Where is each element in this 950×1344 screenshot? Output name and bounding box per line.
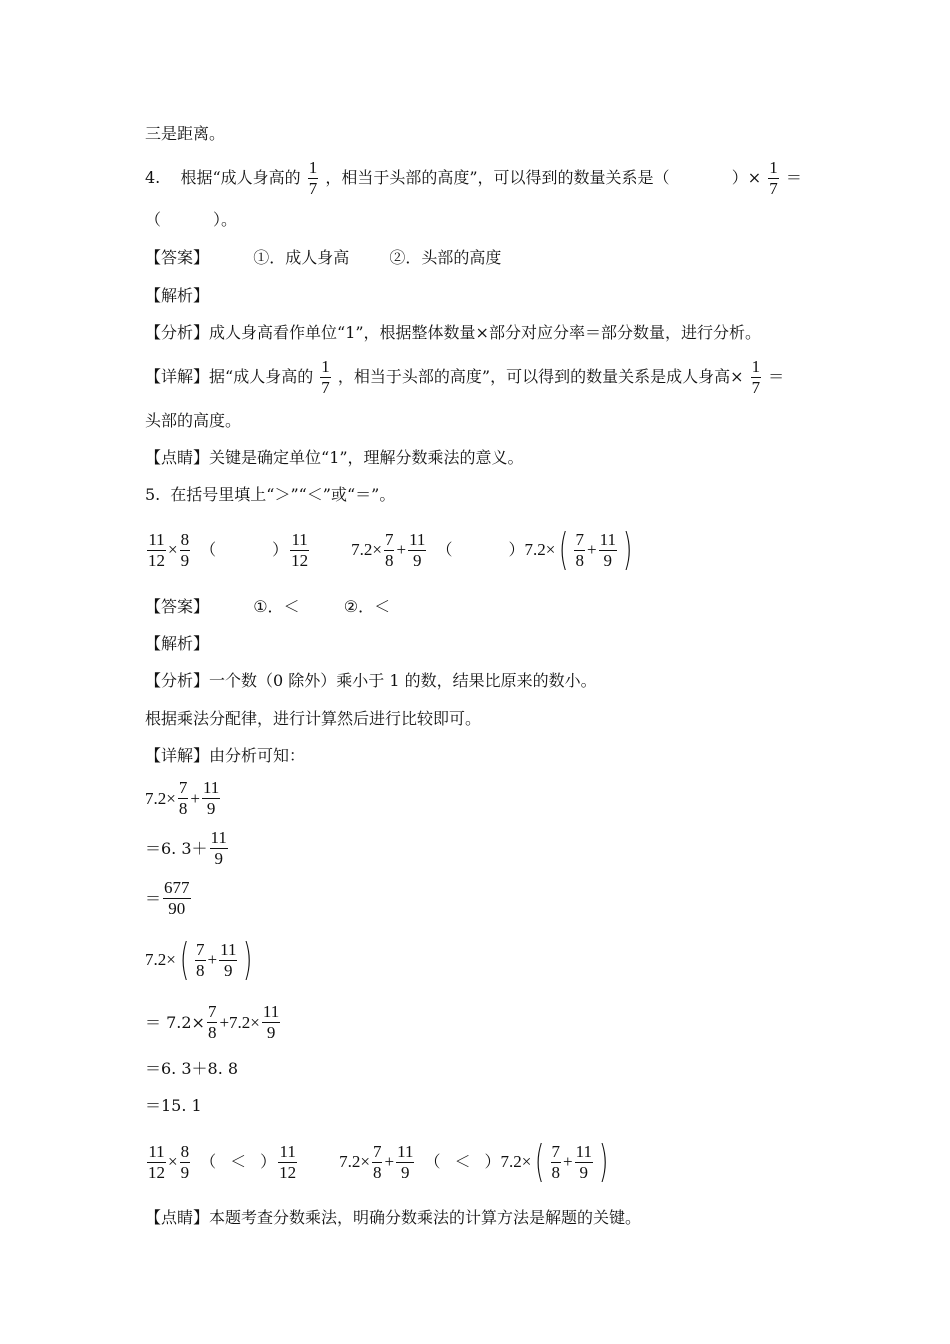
fraction: $\frac{11}{9}$: [397, 1141, 414, 1182]
question-text: 在括号里填上“＞”“＜”或“＝”。: [170, 485, 396, 504]
parenthesized-expression: ( $\frac{7}{8}$ + $\frac{11}{9}$ ): [179, 934, 253, 985]
fraction: $\frac{8}{9}$: [180, 1141, 190, 1182]
fraction: $\frac{1}{7}$: [308, 158, 318, 198]
answer-1: ①．＜: [253, 597, 300, 616]
calc-step-3: ＝ $\frac{677}{90}$: [145, 878, 190, 918]
label-answer: 【答案】: [145, 597, 210, 616]
label-analysis: 【分析】: [145, 323, 210, 342]
label-detail: 【详解】: [145, 746, 210, 765]
remark-line: [145, 448, 524, 468]
calc-step-1: 7.2× $\frac{7}{8}$ + $\frac{11}{9}$: [145, 778, 220, 818]
analysis-line: [145, 671, 597, 691]
detail-line: 【详解】据“成人身高的 $\frac{1}{7}$ ，相当于头部的高度”，可以得到的数量关系是成人身高× $\frac{1}{7}$ ＝: [145, 357, 785, 397]
fraction: $\frac{7}{8}$: [575, 529, 584, 570]
fraction: $\frac{1}{7}$: [751, 357, 761, 397]
fraction: $\frac{11}{9}$: [575, 1141, 592, 1182]
detail-line: 【详解】由分析可知：: [145, 746, 306, 765]
remark-text: 本题考查分数乘法，明确分数乘法的计算方法是解题的关键。: [209, 1208, 642, 1227]
label-remark: 【点睛】: [145, 1208, 210, 1227]
fraction: $\frac{677}{90}$: [164, 878, 190, 918]
comparison-sign: ＜: [454, 1152, 471, 1171]
label-remark: 【点睛】: [145, 448, 210, 467]
analysis-line2: 根据乘法分配律，进行计算然后进行比较即可。: [145, 709, 482, 728]
analysis-text: 一个数（0 除外）乘小于 1 的数，结果比原来的数小。: [209, 671, 597, 690]
label-answer: 【答案】: [145, 248, 210, 267]
label-jiexi: 【解析】: [145, 634, 210, 653]
question-5: [145, 485, 395, 505]
fraction: $\frac{7}{8}$: [207, 1002, 217, 1042]
question-text: ，相当于头部的高度”，可以得到的数量关系是（: [325, 168, 670, 187]
parenthesized-expression: ( $\frac{7}{8}$ + $\frac{11}{9}$ ): [559, 524, 633, 575]
parenthesized-expression: ( $\frac{7}{8}$ + $\frac{11}{9}$ ): [535, 1136, 609, 1187]
question-4: [145, 158, 802, 199]
fraction: $\frac{11}{9}$: [210, 828, 227, 868]
remark-text: 关键是确定单位“1”，理解分数乘法的意义。: [209, 448, 524, 467]
answer-2: ②．＜: [343, 597, 391, 616]
fraction: $\frac{11}{12}$: [148, 529, 165, 570]
calc-step-6: ＝6. 3＋8. 8: [145, 1059, 239, 1078]
fraction: $\frac{11}{12}$: [148, 1141, 165, 1182]
label-analysis: 【分析】: [145, 671, 210, 690]
comparison-row-answered: $\frac{11}{12}$ × $\frac{8}{9}$ （ ＜ ） $\frac{11}{12}$ 7.2× $\frac{7}{8}$ + $\frac{11}{9}$ （ ＜ ） 7.2× ( $\frac{7}{8}$ + $\frac{11}{9}$ ): [145, 1140, 612, 1184]
calc-step-4: 7.2× ( $\frac{7}{8}$ + $\frac{11}{9}$ ): [145, 938, 257, 982]
answer-line: [145, 597, 390, 617]
fraction: $\frac{8}{9}$: [180, 529, 190, 570]
question-4-line2: （ ）。: [145, 210, 238, 229]
fraction: $\frac{7}{8}$: [384, 529, 394, 570]
equals: ＝: [785, 168, 802, 187]
fraction: $\frac{7}{8}$: [372, 1141, 382, 1182]
fraction: $\frac{11}{9}$: [599, 529, 616, 570]
fraction: $\frac{7}{8}$: [178, 778, 188, 818]
text-line: 三是距离。: [145, 124, 226, 143]
fraction: $\frac{11}{9}$: [202, 778, 220, 818]
remark-line: [145, 1208, 641, 1228]
detail-line2: 头部的高度。: [145, 411, 242, 430]
answer-line: [145, 248, 501, 268]
question-number: 4.: [145, 168, 161, 187]
calc-step-7: ＝15. 1: [145, 1096, 202, 1115]
answer-1: ①．成人身高: [253, 248, 350, 267]
fraction: $\frac{1}{7}$: [321, 357, 330, 397]
fraction: $\frac{11}{12}$: [291, 529, 309, 570]
question-number: 5.: [145, 485, 161, 504]
fraction: $\frac{11}{9}$: [409, 529, 426, 570]
answer-2: ②．头部的高度: [389, 248, 502, 267]
comparison-row: $\frac{11}{12}$ × $\frac{8}{9}$ （ ） $\frac{11}{12}$ 7.2× $\frac{7}{8}$ + $\frac{11}{9}$ （ ） 7.2× ( $\frac{7}{8}$ + $\frac{11}{9}$ ): [145, 528, 636, 572]
label-jiexi: 【解析】: [145, 286, 210, 305]
fraction: $\frac{11}{9}$: [262, 1002, 280, 1042]
question-text: ）×: [731, 168, 762, 187]
fraction: $\frac{7}{8}$: [551, 1141, 561, 1182]
fraction: $\frac{11}{12}$: [279, 1141, 297, 1182]
fraction: $\frac{7}{8}$: [196, 939, 205, 980]
fraction: $\frac{11}{9}$: [220, 939, 237, 980]
calc-step-2: ＝6. 3＋ $\frac{11}{9}$: [145, 828, 227, 868]
question-text: 根据“成人身高的: [180, 168, 301, 187]
analysis-line: [145, 323, 761, 343]
comparison-sign: ＜: [230, 1152, 247, 1171]
calc-step-5: ＝ 7.2× $\frac{7}{8}$ +7.2× $\frac{11}{9}$: [145, 1002, 280, 1042]
label-detail: 【详解】: [145, 367, 210, 386]
analysis-text: 成人身高看作单位“1”，根据整体数量×部分对应分率＝部分数量，进行分析。: [209, 323, 761, 342]
fraction: $\frac{1}{7}$: [769, 158, 778, 198]
